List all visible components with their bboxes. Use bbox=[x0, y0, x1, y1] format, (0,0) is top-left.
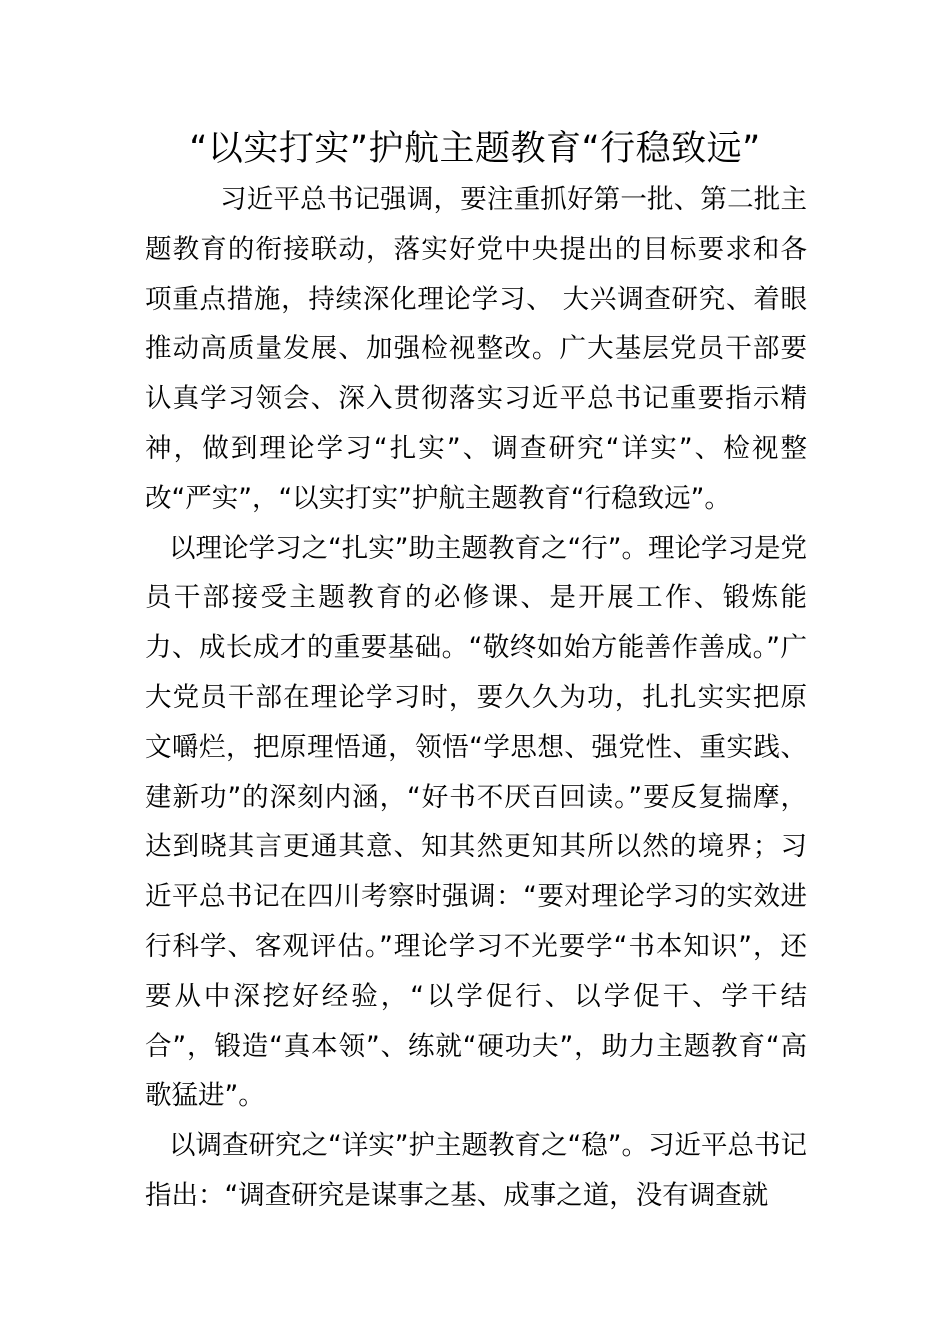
paragraph-theory-study: 以理论学习之“扎实”助主题教育之“行”。理论学习是党员干部接受主题教育的必修课、是开展工作、锻炼能力、成长成才的重要基础。“敬终如始方能善作善成。”广大党员干部在理论学习时，要久久为功，扎扎实实把原文嚼烂，把原理悟通，领悟“学思想、强党性、重实践、建新功”的深刻内涵，“好书不厌百回读。”要反复揣摩，达到晓其言更通其意、知其然更知其所以然的境界；习近平总书记在四川考察时强调：“要对理论学习的实效进行科学、客观评估。”理论学习不光要学“书本知识”，还要从中深挖好经验，“以学促行、以学促干、学干结合”，锻造“真本领”、练就“硬功夫”，助力主题教育“高歌猛进”。 bbox=[145, 532, 807, 1112]
paragraph-research: 以调查研究之“详实”护主题教育之“稳”。习近平总书记指出：“调查研究是谋事之基、成事之道，没有调查就 bbox=[145, 1130, 807, 1211]
document-body bbox=[145, 175, 807, 1221]
paragraph-intro: 习近平总书记强调，要注重抓好第一批、第二批主题教育的衔接联动，落实好党中央提出的目标要求和各项重点措施，持续深化理论学习、 大兴调查研究、着眼推动高质量发展、加强检视整改。广大基层党员干部要认真学习领会、深入贯彻落实习近平总书记重要指示精神，做到理论学习“扎实”、调查研究“详实”、检视整改“严实”，“以实打实”护航主题教育“行稳致远”。 bbox=[145, 184, 807, 514]
document-title: “以实打实”护航主题教育“行稳致远” bbox=[189, 129, 761, 169]
